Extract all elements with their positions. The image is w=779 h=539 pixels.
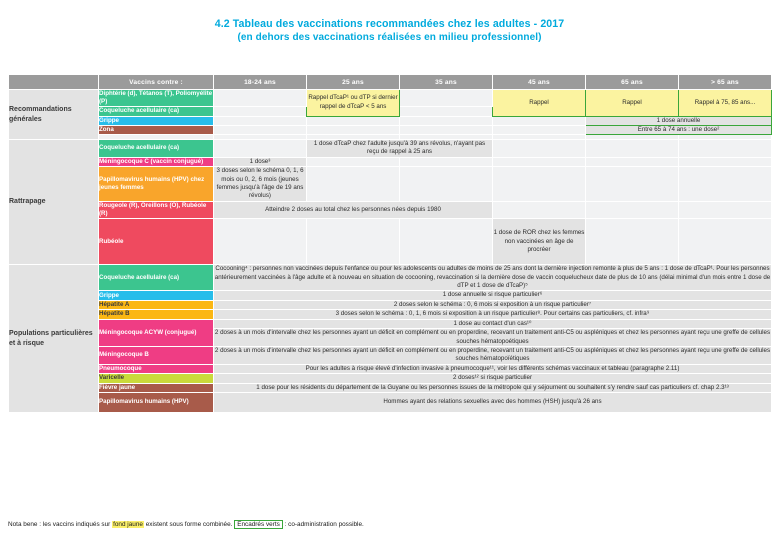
cell-meningo-c-dose: 1 dose³	[214, 157, 307, 166]
table-row	[9, 265, 772, 291]
nota-prefix: Nota bene : les vaccins indiqués sur	[8, 521, 113, 528]
cell-hpv-over65	[679, 167, 772, 202]
vaccine-label-dtp: Diphtérie (d), Tétanos (T), Poliomyélite (P)	[99, 90, 213, 106]
table-row	[9, 374, 772, 383]
header-age-over-65: > 65 ans	[679, 75, 772, 90]
cell-meningo-b-doses: 2 doses à un mois d'intervalle chez les personnes ayant un déficit en complément ou en properdine, recevant un traitement anti-C5 ou aspléniques et chez les personnes ayant reçu une greffe de cellules souches hématopoïétiques	[214, 346, 771, 363]
table-row	[9, 125, 772, 134]
section-label-catchup: Rattrapage	[9, 140, 99, 265]
cell-meningo-acyw-contact: 1 dose au contact d'un cas¹⁰	[214, 319, 772, 328]
cell-hepatite-a-doses: 2 doses selon le schéma : 0, 6 mois si exposition à un risque particulier⁷	[214, 300, 772, 309]
vaccine-label-hpv: Papillomavirus humains (HPV)	[99, 392, 214, 412]
vaccine-label-zona: Zona	[99, 125, 214, 134]
vaccination-table	[8, 74, 772, 413]
cell-hpv-65	[586, 167, 679, 202]
cell-zona-dose: Entre 65 à 74 ans : une dose²	[586, 125, 772, 134]
cell-meningoc-over65	[679, 157, 772, 166]
cell-grippe-annual-dose: 1 dose annuelle	[586, 116, 772, 125]
cell-rubeole-18-24	[214, 219, 307, 265]
section-label-general: Recommandations générales	[9, 90, 99, 140]
cell-rappel-over-65: Rappel à 75, 85 ans...	[679, 90, 772, 117]
cell-rubeole-ror-dose: 1 dose de ROR chez les femmes non vaccinées en âge de procréer	[493, 219, 586, 265]
vaccine-label-hepatite-b: Hépatite B	[99, 310, 214, 319]
cell-ror-over65	[679, 201, 772, 218]
header-blank	[9, 75, 99, 90]
table-row	[9, 319, 772, 328]
cell-coq-catchup-45	[493, 140, 586, 158]
cell-grippe-25	[307, 116, 400, 125]
table-row	[9, 383, 772, 392]
table-row	[9, 140, 772, 158]
cell-rappel-65: Rappel	[586, 90, 679, 117]
header-age-65: 65 ans	[586, 75, 679, 90]
page-title	[0, 0, 779, 45]
cell-rubeole-35	[400, 219, 493, 265]
cell-rubeole-over65	[679, 219, 772, 265]
vaccine-label-ror: Rougeole (R), Oreillons (O), Rubéole (R)	[99, 201, 214, 218]
cell-grippe-35	[400, 116, 493, 125]
cell-cocooning: Cocooning⁴ : personnes non vaccinées depuis l'enfance ou pour les adolescents ou adultes de moins de 25 ans dont la dernière injection remonte à plus de 5 ans : 1 dose de dTcaP¹. Pour les personnes antérieurement vaccinées à l'âge adulte et à nouveau en situation de cocooning, revaccination si la dernière dose de vaccin coquelucheux date de plus de 10 ans (délai minimal d'un mois entre 1 dose de dTP et 1 dose de dTcaP)⁵	[214, 265, 771, 290]
cell-dtp-18-24	[214, 90, 307, 107]
cell-hepatite-b-doses: 3 doses selon le schéma : 0, 1, 6 mois si exposition à un risque particulier⁸. Pour certains cas particuliers, cf. infra⁹	[214, 310, 772, 319]
cell-grippe-risque: 1 dose annuelle si risque particulier⁶	[214, 291, 772, 300]
cell-hpv-doses: 3 doses selon le schéma 0, 1, 6 mois ou 0, 2, 6 mois (jeunes femmes jusqu'à l'âge de 19 ans révolus)	[214, 167, 307, 202]
vaccine-label-hpv-femmes: Papillomavirus humains (HPV) chez jeunes femmes	[99, 167, 214, 202]
cell-meningoc-45	[493, 157, 586, 166]
nota-yellow-highlight: fond jaune	[113, 521, 143, 528]
vaccine-label-varicelle: Varicelle	[99, 374, 214, 383]
vaccine-label-fievre-jaune: Fièvre jaune	[99, 383, 214, 392]
cell-coq-catchup-18-24	[214, 140, 307, 158]
cell-coq-35	[400, 107, 493, 116]
table-row	[9, 201, 772, 218]
cell-coq-catchup-65	[586, 140, 679, 158]
table-row	[9, 116, 772, 125]
cell-meningoc-25	[307, 157, 400, 166]
cell-ror-45	[493, 201, 586, 218]
table-row	[9, 346, 772, 364]
cell-ror-65	[586, 201, 679, 218]
cell-rappel-45: Rappel	[493, 90, 586, 117]
title-line-1: 4.2 Tableau des vaccinations recommandées chez les adultes - 2017	[214, 18, 565, 30]
cell-meningoc-65	[586, 157, 679, 166]
section-label-special: Populations particulières et à risque	[9, 265, 99, 413]
header-age-35: 35 ans	[400, 75, 493, 90]
cell-pneumocoque: Pour les adultes à risque élevé d'infection invasive à pneumocoque¹¹, voir les différents schémas vaccinaux et tableau (paragraphe 2.11)	[214, 364, 772, 373]
table-row	[9, 310, 772, 319]
table-row	[9, 364, 772, 373]
nota-suffix: : co-administration possible.	[282, 521, 364, 528]
vaccine-label-rubeole: Rubéole	[99, 219, 214, 265]
cell-zona-18-24	[214, 125, 307, 134]
cell-hpv-25	[307, 167, 400, 202]
vaccine-label-hepatite-a: Hépatite A	[99, 300, 214, 309]
vaccine-label-meningo-acyw: Méningocoque ACYW (conjugué)	[99, 319, 214, 346]
cell-zona-35	[400, 125, 493, 134]
table-header-row	[9, 75, 772, 90]
cell-rubeole-65	[586, 219, 679, 265]
vaccine-label-coqueluche-special: Coqueluche acellulaire (ca)	[99, 265, 214, 291]
table-row	[9, 167, 772, 202]
cell-rubeole-25	[307, 219, 400, 265]
cell-coq-catchup-over65	[679, 140, 772, 158]
cell-coqueluche-catchup-dose: 1 dose dTcaP chez l'adulte jusqu'à 39 ans révolus, n'ayant pas reçu de rappel à 25 ans	[307, 140, 493, 158]
cell-hpv-hsh: Hommes ayant des relations sexuelles avec des hommes (HSH) jusqu'à 26 ans	[214, 392, 772, 412]
vaccine-label-grippe-special: Grippe	[99, 291, 214, 300]
cell-grippe-18-24	[214, 116, 307, 125]
cell-hpv-45	[493, 167, 586, 202]
nota-bene	[8, 521, 364, 528]
vaccine-label-coqueluche-catchup: Coqueluche acellulaire (ca)	[99, 140, 214, 158]
cell-varicelle: 2 doses¹² si risque particulier	[214, 374, 772, 383]
cell-hpv-35	[400, 167, 493, 202]
cell-dtcap-25: Rappel dTcaP¹ ou dTP si dernier rappel de dTcaP < 5 ans	[307, 90, 400, 117]
cell-zona-25	[307, 125, 400, 134]
vaccine-label-coqueluche-general: Coqueluche acellulaire (ca)	[99, 107, 214, 116]
header-age-18-24: 18-24 ans	[214, 75, 307, 90]
table-row	[9, 291, 772, 300]
nota-green-box: Encadrés verts	[234, 520, 283, 529]
vaccine-label-meningo-b: Méningocoque B	[99, 346, 214, 364]
table-row	[9, 219, 772, 265]
cell-zona-45	[493, 125, 586, 134]
cell-meningo-acyw-deficit: 2 doses à un mois d'intervalle chez les personnes ayant un déficit en complément ou en properdine, recevant un traitement anti-C5 ou aspléniques et chez les personnes ayant reçu une greffe de cellules souches hématopoétiques	[214, 329, 771, 345]
vaccine-label-grippe-general: Grippe	[99, 116, 214, 125]
cell-fievre-jaune: 1 dose pour les résidents du département de la Guyane ou les personnes issues de la métropole qui y séjournent ou souhaitent s'y rendre sauf cas particuliers cf. chap 2.3¹³	[214, 383, 772, 392]
vaccine-label-meningo-c: Méningocoque C (vaccin conjugué)	[99, 157, 214, 166]
header-vaccines: Vaccins contre :	[99, 75, 214, 90]
cell-dtp-35	[400, 90, 493, 107]
vaccine-label-pneumocoque: Pneumocoque	[99, 364, 214, 373]
header-age-25: 25 ans	[307, 75, 400, 90]
header-age-45: 45 ans	[493, 75, 586, 90]
title-line-2: (en dehors des vaccinations réalisées en milieu professionnel)	[237, 32, 542, 43]
table-row	[9, 300, 772, 309]
table-row	[9, 392, 772, 412]
table-row	[9, 157, 772, 166]
cell-meningoc-35	[400, 157, 493, 166]
table-row	[9, 90, 772, 107]
nota-middle: existent sous forme combinée.	[143, 521, 235, 528]
cell-grippe-45	[493, 116, 586, 125]
cell-coq-18-24	[214, 107, 307, 116]
cell-ror-doses: Atteindre 2 doses au total chez les personnes nées depuis 1980	[214, 201, 493, 218]
